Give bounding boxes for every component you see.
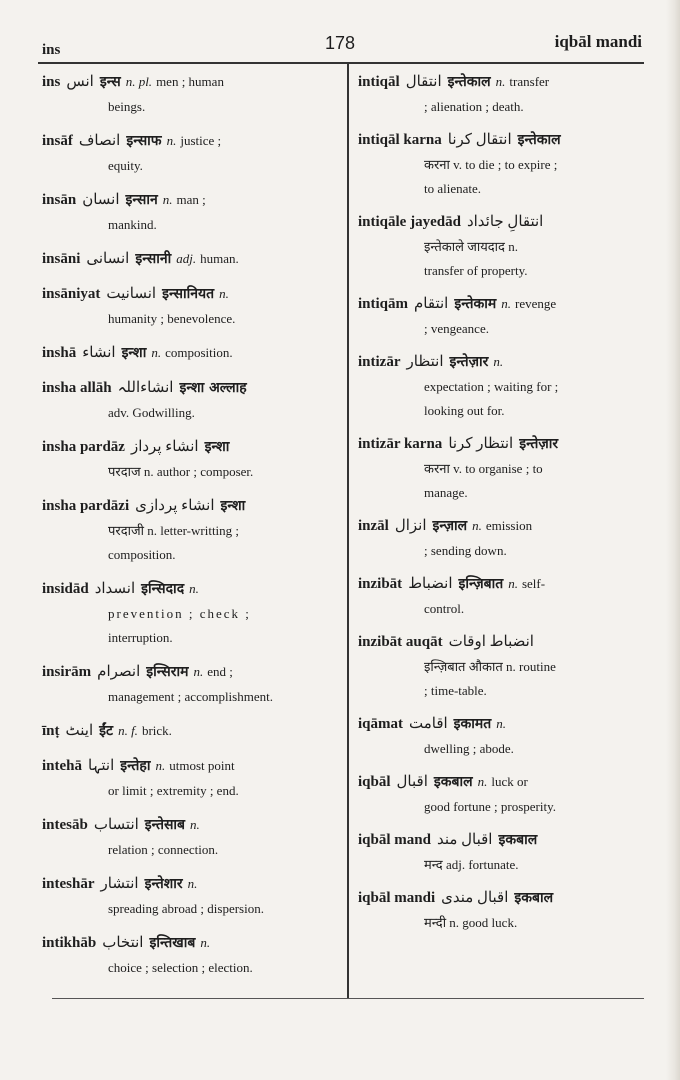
dictionary-entry bbox=[42, 341, 332, 366]
dictionary-entry bbox=[358, 770, 646, 819]
headword: insāf bbox=[42, 133, 73, 149]
page-edge bbox=[666, 0, 680, 1080]
grammar-tag: n. bbox=[501, 296, 512, 311]
dictionary-entry bbox=[358, 630, 646, 703]
urdu-script: اقبال مندی bbox=[441, 890, 509, 906]
left-guide-word: ins bbox=[42, 42, 61, 58]
urdu-script: انتساب bbox=[93, 817, 139, 833]
definition: man ; bbox=[176, 192, 206, 207]
devanagari-script: इन्ज़ाल bbox=[432, 518, 468, 534]
urdu-script: انتظار کرنا bbox=[448, 436, 514, 452]
definition-continued: dwelling ; abode. bbox=[424, 741, 514, 756]
dictionary-entry bbox=[358, 210, 646, 283]
dictionary-entry bbox=[42, 754, 332, 803]
grammar-tag: n. bbox=[162, 192, 173, 207]
grammar-tag: n. bbox=[187, 876, 198, 891]
headword: intizār karna bbox=[358, 436, 443, 452]
headword: iqbāl mand bbox=[358, 832, 431, 848]
definition: self- bbox=[521, 576, 546, 591]
headword: insha allāh bbox=[42, 380, 112, 396]
definition-continued: looking out for. bbox=[424, 403, 505, 418]
definition-continued: choice ; selection ; election. bbox=[108, 960, 253, 975]
devanagari-script: इन्सान bbox=[125, 192, 158, 208]
definition-continued: परदाज n. author ; composer. bbox=[108, 464, 254, 479]
definition-continued: control. bbox=[424, 601, 465, 616]
dictionary-entry bbox=[358, 886, 646, 935]
devanagari-script: इन्तिखाब bbox=[149, 935, 196, 951]
definition-continued: good fortune ; prosperity. bbox=[424, 799, 557, 814]
dictionary-entry bbox=[358, 828, 646, 877]
headword: intiqām bbox=[358, 296, 409, 312]
headword: intiqāl karna bbox=[358, 132, 442, 148]
footer-rule bbox=[52, 998, 644, 999]
grammar-tag: n. bbox=[151, 345, 162, 360]
urdu-script: انشاء پردازی bbox=[135, 498, 215, 514]
header-rule bbox=[38, 62, 644, 64]
definition: emission bbox=[485, 518, 533, 533]
dictionary-entry bbox=[42, 660, 332, 709]
grammar-tag: n. pl. bbox=[125, 74, 153, 89]
urdu-script: انتقام bbox=[414, 296, 449, 312]
urdu-script: انسانی bbox=[86, 251, 130, 267]
grammar-tag: n. bbox=[190, 817, 200, 832]
definition-continued: मन्दी n. good luck. bbox=[424, 915, 518, 930]
urdu-script: انصرام bbox=[97, 664, 141, 680]
grammar-tag: n. f. bbox=[118, 723, 138, 738]
devanagari-script: इन्सानी bbox=[135, 251, 172, 267]
column-divider bbox=[347, 64, 349, 998]
dictionary-entry bbox=[358, 292, 646, 341]
headword: insāniyat bbox=[42, 286, 101, 302]
dictionary-entry bbox=[358, 514, 646, 563]
urdu-script: انتقالِ جائداد bbox=[466, 214, 544, 230]
dictionary-entry bbox=[358, 432, 646, 505]
definition: men ; human bbox=[156, 74, 224, 89]
dictionary-entry bbox=[42, 70, 332, 119]
grammar-tag: n. bbox=[155, 758, 166, 773]
headword: insāni bbox=[42, 251, 81, 267]
left-column bbox=[42, 70, 332, 990]
definition: utmost point bbox=[169, 758, 235, 773]
right-column bbox=[358, 70, 646, 944]
definition-continued: करना v. to organise ; to bbox=[424, 461, 543, 476]
devanagari-script: इन्तेकाल bbox=[517, 132, 561, 148]
definition-continued: to alienate. bbox=[424, 181, 482, 196]
dictionary-entry bbox=[358, 350, 646, 423]
grammar-tag: n. bbox=[166, 133, 177, 148]
devanagari-script: इन्सिदाद bbox=[141, 581, 185, 597]
dictionary-entry bbox=[42, 376, 332, 425]
urdu-script: انزال bbox=[394, 518, 427, 534]
dictionary-entry bbox=[42, 719, 332, 744]
grammar-tag: n. bbox=[200, 935, 211, 950]
grammar-tag: n. bbox=[477, 774, 488, 789]
headword: inzāl bbox=[358, 518, 389, 534]
headword: insidād bbox=[42, 581, 89, 597]
dictionary-entry bbox=[42, 129, 332, 178]
headword: intiqāl bbox=[358, 74, 400, 90]
urdu-script: انس bbox=[66, 74, 94, 90]
grammar-tag: n. bbox=[189, 581, 199, 596]
definition-continued: or limit ; extremity ; end. bbox=[108, 783, 239, 798]
headword: intiqāle jayedād bbox=[358, 214, 461, 230]
dictionary-entry bbox=[358, 128, 646, 201]
urdu-script: اینٹ bbox=[65, 723, 94, 739]
dictionary-entry bbox=[42, 282, 332, 331]
devanagari-script: इकबाल bbox=[433, 774, 473, 790]
headword: inteshār bbox=[42, 876, 95, 892]
definition-continued: management ; accomplishment. bbox=[108, 689, 273, 704]
devanagari-script: इन्शा bbox=[204, 439, 230, 455]
definition-continued: इन्तेकाले जायदाद n. bbox=[424, 239, 518, 254]
dictionary-entry bbox=[42, 931, 332, 980]
definition: human. bbox=[200, 251, 239, 266]
headword: inshā bbox=[42, 345, 77, 361]
headword: insha pardāzi bbox=[42, 498, 130, 514]
urdu-script: انسداد bbox=[94, 581, 136, 597]
dictionary-entry bbox=[42, 813, 332, 862]
urdu-script: اقبال مند bbox=[436, 832, 493, 848]
definition: end ; bbox=[207, 664, 233, 679]
devanagari-script: इकबाल bbox=[498, 832, 538, 848]
headword: inzibāt auqāt bbox=[358, 634, 443, 650]
devanagari-script: इन्तेसाब bbox=[144, 817, 186, 833]
urdu-script: انتقال bbox=[405, 74, 442, 90]
devanagari-script: इन्ज़िबात bbox=[458, 576, 504, 592]
urdu-script: انسانیت bbox=[106, 286, 157, 302]
dictionary-entry bbox=[42, 494, 332, 567]
grammar-tag: n. bbox=[219, 286, 229, 301]
devanagari-script: इन्तेहा bbox=[120, 758, 151, 774]
devanagari-script: इन्साफ bbox=[126, 133, 162, 149]
dictionary-entry bbox=[358, 70, 646, 119]
devanagari-script: ईंट bbox=[99, 723, 114, 739]
definition: composition. bbox=[165, 345, 233, 360]
dictionary-entry bbox=[42, 247, 332, 272]
headword: insirām bbox=[42, 664, 92, 680]
headword: insān bbox=[42, 192, 77, 208]
headword: iqbāl bbox=[358, 774, 391, 790]
urdu-script: اقبال bbox=[396, 774, 428, 790]
definition-continued: manage. bbox=[424, 485, 468, 500]
definition: transfer bbox=[509, 74, 550, 89]
definition-continued: interruption. bbox=[108, 630, 173, 645]
headword: iqāmat bbox=[358, 716, 403, 732]
grammar-tag: n. bbox=[472, 518, 482, 533]
definition-continued: परदाजी n. letter-writting ; bbox=[108, 523, 240, 538]
headword: intizār bbox=[358, 354, 401, 370]
definition-continued: ; vengeance. bbox=[424, 321, 489, 336]
devanagari-script: इकबाल bbox=[514, 890, 554, 906]
headword: inzibāt bbox=[358, 576, 403, 592]
devanagari-script: इन्तेकाल bbox=[447, 74, 491, 90]
definition: brick. bbox=[141, 723, 172, 738]
urdu-script: انشاء پرداز bbox=[130, 439, 199, 455]
dictionary-entry bbox=[42, 188, 332, 237]
devanagari-script: इन्तेशार bbox=[144, 876, 183, 892]
page-number: 178 bbox=[324, 33, 356, 53]
urdu-script: انتظار bbox=[406, 354, 444, 370]
grammar-tag: adj. bbox=[176, 251, 197, 266]
urdu-script: انشاء bbox=[82, 345, 116, 361]
definition: justice ; bbox=[180, 133, 222, 148]
dictionary-entry bbox=[358, 712, 646, 761]
dictionary-entry bbox=[42, 872, 332, 921]
grammar-tag: n. bbox=[493, 354, 504, 369]
definition-continued: इन्ज़िबात औकात n. routine bbox=[424, 659, 556, 674]
devanagari-script: इन्तेज़ार bbox=[519, 436, 559, 452]
devanagari-script: इन्तेज़ार bbox=[449, 354, 489, 370]
definition: revenge bbox=[515, 296, 557, 311]
urdu-script: انصاف bbox=[78, 133, 121, 149]
definition-continued: relation ; connection. bbox=[108, 842, 219, 857]
definition-continued: transfer of property. bbox=[424, 263, 528, 278]
grammar-tag: n. bbox=[508, 576, 518, 591]
urdu-script: انتخاب bbox=[102, 935, 144, 951]
headword: intikhāb bbox=[42, 935, 97, 951]
devanagari-script: इन्सिराम bbox=[146, 664, 189, 680]
devanagari-script: इन्शा अल्लाह bbox=[179, 380, 247, 396]
definition-continued: beings. bbox=[108, 99, 146, 114]
page-header bbox=[38, 28, 642, 60]
headword: intehā bbox=[42, 758, 83, 774]
grammar-tag: n. bbox=[193, 664, 204, 679]
definition-continued: prevention ; check ; bbox=[108, 606, 251, 621]
urdu-script: انضباط اوقات bbox=[448, 634, 534, 650]
urdu-script: انسان bbox=[82, 192, 120, 208]
definition-continued: spreading abroad ; dispersion. bbox=[108, 901, 264, 916]
dictionary-entry bbox=[358, 572, 646, 621]
grammar-tag: n. bbox=[495, 74, 506, 89]
definition-continued: मन्द adj. fortunate. bbox=[424, 857, 519, 872]
definition-continued: adv. Godwilling. bbox=[108, 405, 195, 420]
definition-continued: ; time-table. bbox=[424, 683, 487, 698]
devanagari-script: इन्तेकाम bbox=[454, 296, 497, 312]
definition-continued: expectation ; waiting for ; bbox=[424, 379, 559, 394]
dictionary-entry bbox=[42, 435, 332, 484]
devanagari-script: इकामत bbox=[453, 716, 492, 732]
grammar-tag: n. bbox=[496, 716, 507, 731]
definition-continued: mankind. bbox=[108, 217, 157, 232]
urdu-script: انتہا bbox=[88, 758, 115, 774]
definition-continued: ; alienation ; death. bbox=[424, 99, 524, 114]
devanagari-script: इन्शा bbox=[220, 498, 246, 514]
headword: insha pardāz bbox=[42, 439, 125, 455]
definition: luck or bbox=[491, 774, 528, 789]
definition-continued: composition. bbox=[108, 547, 176, 562]
devanagari-script: इन्स bbox=[99, 74, 121, 90]
headword: ins bbox=[42, 74, 61, 90]
definition-continued: ; sending down. bbox=[424, 543, 507, 558]
urdu-script: انتشار bbox=[100, 876, 139, 892]
headword: īnṭ bbox=[42, 723, 60, 739]
headword: iqbāl mandi bbox=[358, 890, 436, 906]
devanagari-script: इन्शा bbox=[121, 345, 147, 361]
definition-continued: करना v. to die ; to expire ; bbox=[424, 157, 558, 172]
devanagari-script: इन्सानियत bbox=[162, 286, 215, 302]
urdu-script: اقامت bbox=[409, 716, 448, 732]
right-guide-word: iqbāl mandi bbox=[554, 32, 642, 51]
definition-continued: humanity ; benevolence. bbox=[108, 311, 236, 326]
urdu-script: انشاءاللہ bbox=[117, 380, 174, 396]
headword: intesāb bbox=[42, 817, 88, 833]
dictionary-entry bbox=[42, 577, 332, 650]
urdu-script: انتقال کرنا bbox=[447, 132, 512, 148]
definition-continued: equity. bbox=[108, 158, 143, 173]
urdu-script: انضباط bbox=[408, 576, 453, 592]
